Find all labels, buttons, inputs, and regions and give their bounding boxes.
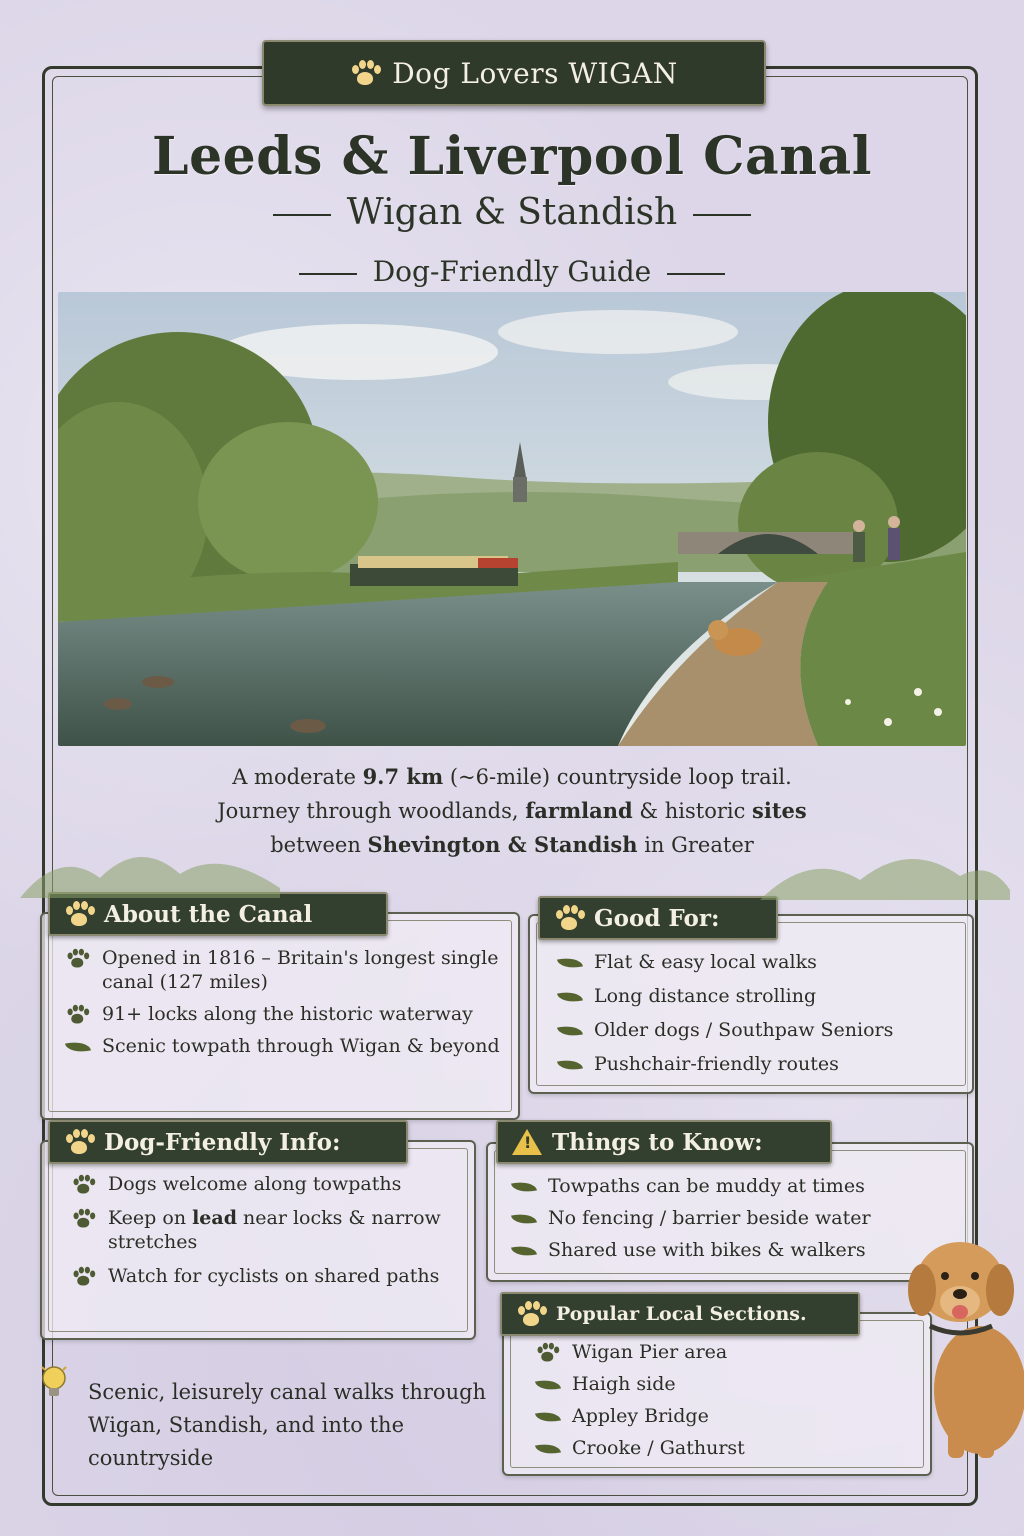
things-to-know-list	[512, 1174, 952, 1262]
good-for-list	[558, 950, 958, 1076]
paw-icon	[350, 59, 380, 87]
dog-info-heading: Dog-Friendly Info:	[48, 1120, 408, 1164]
list-item: Long distance strolling	[558, 984, 958, 1008]
leaf-icon	[511, 1243, 537, 1260]
foliage-decoration	[20, 818, 280, 898]
leaf-icon	[535, 1377, 561, 1394]
brand-banner	[262, 40, 766, 106]
list-item: Scenic towpath through Wigan & beyond	[66, 1034, 506, 1058]
popular-sections-heading: Popular Local Sections.	[500, 1292, 860, 1336]
warning-icon	[512, 1129, 542, 1155]
leaf-icon	[557, 1023, 583, 1040]
list-item: Haigh side	[536, 1372, 896, 1396]
list-item: 91+ locks along the historic waterway	[66, 1002, 506, 1026]
page-subtitle: Wigan & Standish	[60, 192, 964, 233]
paw-icon	[516, 1300, 546, 1328]
list-item: No fencing / barrier beside water	[512, 1206, 952, 1230]
list-item: Appley Bridge	[536, 1404, 896, 1428]
paw-icon	[64, 1128, 94, 1156]
brand-name: Dog Lovers WIGAN	[392, 56, 678, 90]
about-canal-heading: About the Canal	[48, 892, 388, 936]
lightbulb-icon	[40, 1364, 68, 1404]
paw-icon	[72, 1208, 95, 1229]
leaf-icon	[557, 955, 583, 972]
list-item: Flat & easy local walks	[558, 950, 958, 974]
things-to-know-heading: ! Things to Know:	[496, 1120, 832, 1164]
paw-icon	[66, 948, 89, 969]
list-item: Keep on lead near locks & narrow stretches	[72, 1206, 462, 1254]
list-item: Opened in 1816 – Britain's longest single canal (127 miles)	[66, 946, 506, 994]
about-canal-list	[66, 946, 506, 1058]
canal-scene-illustration	[58, 292, 966, 746]
leaf-icon	[511, 1211, 537, 1228]
golden-retriever-illustration	[900, 1230, 1024, 1460]
foliage-decoration	[760, 830, 1010, 900]
leaf-icon	[511, 1179, 537, 1196]
paw-icon	[536, 1342, 559, 1363]
list-item: Older dogs / Southpaw Seniors	[558, 1018, 958, 1042]
list-item: Crooke / Gathurst	[536, 1436, 896, 1460]
leaf-icon	[557, 989, 583, 1006]
list-item: Towpaths can be muddy at times	[512, 1174, 952, 1198]
paw-icon	[72, 1266, 95, 1287]
page-title: Leeds & Liverpool Canal	[152, 126, 872, 187]
tip-text: Scenic, leisurely canal walks through Wigan, Standish, and into the countryside	[88, 1380, 487, 1470]
list-item: Wigan Pier area	[536, 1340, 896, 1364]
dog-info-list	[72, 1172, 462, 1288]
popular-sections-list	[536, 1340, 896, 1460]
leaf-icon	[65, 1039, 91, 1056]
list-item: Pushchair-friendly routes	[558, 1052, 958, 1076]
list-item: Dogs welcome along towpaths	[72, 1172, 462, 1196]
leaf-icon	[557, 1057, 583, 1074]
paw-icon	[66, 1004, 89, 1025]
paw-icon	[64, 900, 94, 928]
trail-intro: A moderate 9.7 km (~6-mile) countryside loop trail. Journey through woodlands, farmland & historic sites between Shevington & Standish in Greater	[217, 764, 807, 857]
guide-label: Dog-Friendly Guide	[60, 255, 964, 288]
paw-icon	[72, 1174, 95, 1195]
leaf-icon	[535, 1441, 561, 1458]
leaf-icon	[535, 1409, 561, 1426]
list-item: Watch for cyclists on shared paths	[72, 1264, 462, 1288]
good-for-heading: Good For:	[538, 896, 778, 940]
list-item: Shared use with bikes & walkers	[512, 1238, 952, 1262]
paw-icon	[554, 904, 584, 932]
